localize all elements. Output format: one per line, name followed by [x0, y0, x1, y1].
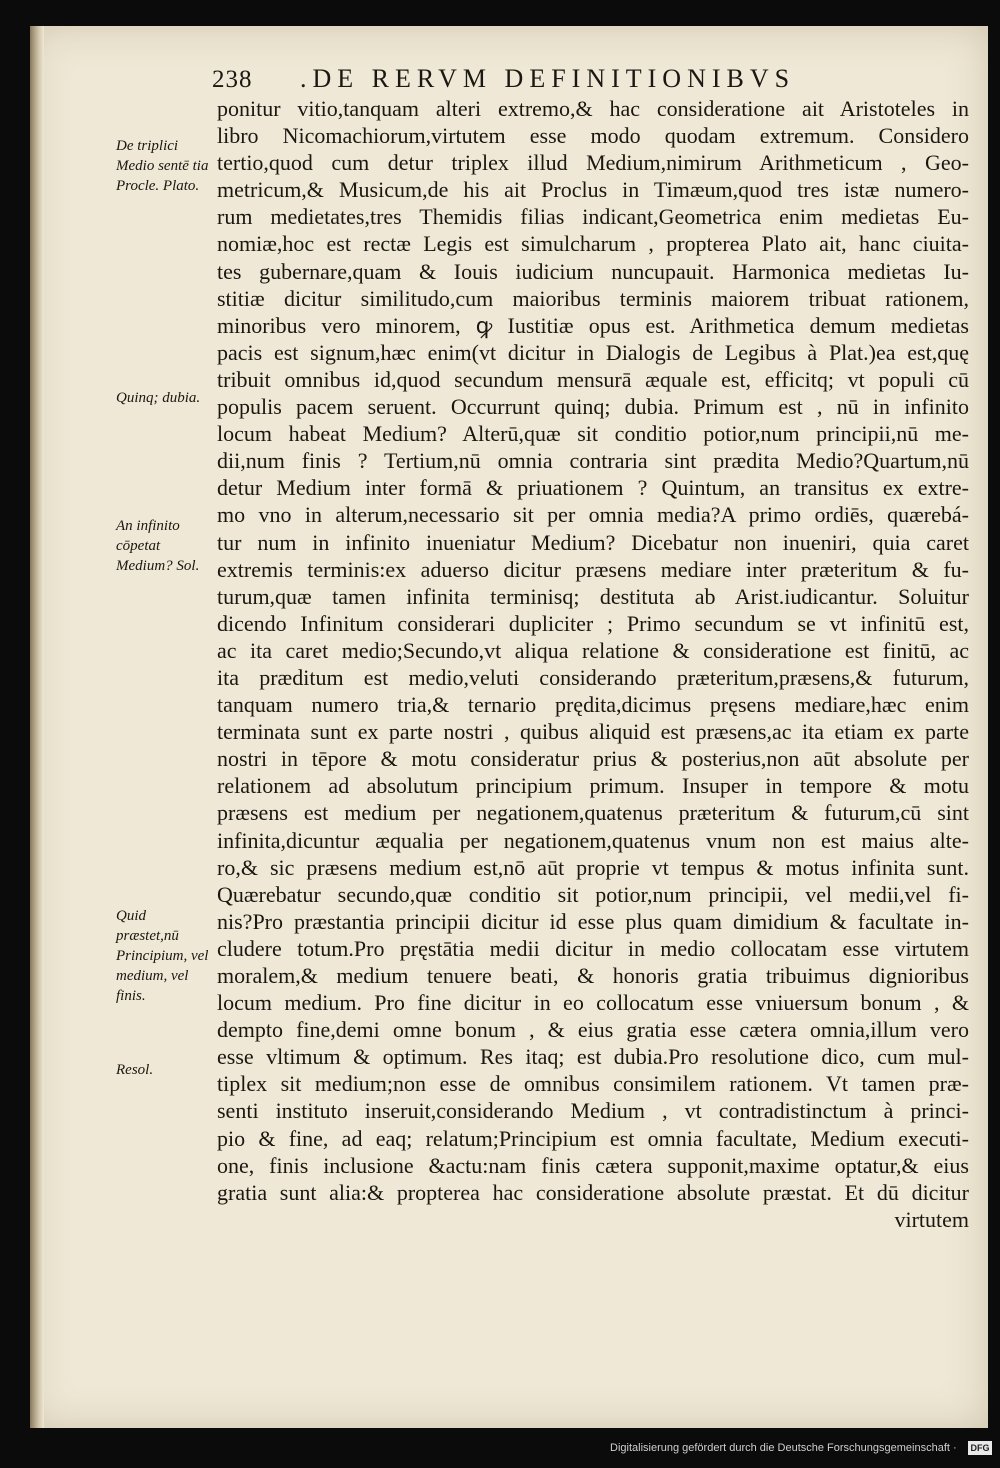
margin-note-resol: Resol.	[116, 1062, 154, 1078]
text-line: cludere totum.Pro pręstātia medii dicitur in medio collocatam esse virtutem	[217, 935, 969, 961]
dfg-logo: DFG	[968, 1441, 992, 1455]
text-line: relationem ad absolutum principium primum. Insuper in tempore & motu	[217, 773, 969, 799]
text-line: nostri in tēpore & motu consideratur prius & posterius,non aūt absolute per	[217, 746, 969, 772]
text-line: Quærebatur secundo,quæ conditio sit potior,num principii, vel medii,vel fi-	[217, 881, 969, 907]
text-line: gratia sunt alia:& propterea hac consideratione absolute præstat. Et dū dicitur	[217, 1179, 969, 1205]
page-binding-shadow	[30, 26, 44, 1428]
margin-note-quinque: Quinq; dubia.	[116, 390, 201, 406]
text-line: turum,quæ tamen infinita terminisq; destituta ab Arist.iudicantur. Soluitur	[217, 583, 969, 609]
text-line: nomiæ,hoc est rectæ Legis est simulcharum , propterea Plato ait, hanc ciuita-	[217, 231, 969, 257]
text-line: detur Medium inter formā & priuationem ? Quintum, an transitus ex extre-	[217, 475, 969, 501]
page-number: 238	[212, 66, 253, 93]
text-line: virtutem	[894, 1206, 969, 1232]
text-line: locum medium. Pro fine dicitur in eo collocatum esse vniuersum bonum , &	[217, 990, 969, 1016]
margin-note-quid-praestet: Quid præstet,nū Principium, vel medium, vel finis.	[116, 908, 209, 1004]
text-line: præsens est medium per negationem,quatenus præteritum & futurum,cū sint	[217, 800, 969, 826]
text-line: infinita,dicuntur æqualia per negationem,quatenus vnum non est maius alte-	[217, 827, 969, 853]
text-line: libro Nicomachiorum,virtutem esse modo quodam extremum. Considero	[217, 123, 969, 149]
text-line: tribuit omnibus id,quod secundum mensurā æquale est, efficitq; vt populi cū	[217, 366, 969, 392]
text-line: tertio,quod cum detur triplex illud Medium,nimirum Arithmeticum , Geo-	[217, 150, 969, 176]
running-head: .DE RERVM DEFINITIONIBVS	[300, 64, 796, 93]
text-line: ita præditum est medio,veluti considerando præteritum,præsens,& futurum,	[217, 664, 969, 690]
main-text-block	[217, 95, 969, 1233]
text-line: mo vno in alterum,necessario sit per omnia media?A primo ordiēs, quærebá-	[217, 502, 969, 528]
text-line: ponitur vitio,tanquam alteri extremo,& hac consideratione ait Aristoteles in	[217, 96, 969, 121]
text-line: terminata sunt ex parte nostri , quibus aliquid est præsens,ac ita etiam ex parte	[217, 719, 969, 745]
digitization-credit: Digitalisierung gefördert durch die Deutsche Forschungsgemeinschaft ·	[610, 1442, 957, 1454]
text-line: moralem,& medium tenuere beati, & honoris gratia tribuimus dignioribus	[217, 963, 969, 988]
text-line: pacis est signum,hæc enim(vt dicitur in Dialogis de Legibus à Plat.)ea est,quę	[217, 339, 969, 365]
margin-note-infinito: An infinito cōpetat Medium? Sol.	[116, 518, 200, 574]
text-line: tiplex sit medium;non esse de omnibus consimilem rationem. Vt tamen præ-	[217, 1071, 969, 1097]
text-line: nis?Pro præstantia principii dicitur id esse plus quam dimidium & facultate in-	[217, 908, 969, 934]
text-line: dii,num finis ? Tertium,nū omnia contraria sint prædita Medio?Quartum,nū	[217, 448, 969, 474]
text-line: dempto fine,demi omne bonum , & eius gratia esse cætera omnia,illum vero	[217, 1017, 969, 1043]
text-line: stitiæ dicitur similitudo,cum maioribus terminis maiorem tribuat rationem,	[217, 285, 969, 311]
text-line: tanquam numero tria,& ternario prędita,dicimus pręsens mediare,hæc enim	[217, 692, 969, 718]
text-line: locum habeat Medium? Alterū,quæ sit conditio potior,num principii,nū me-	[217, 421, 969, 447]
book-page	[30, 26, 988, 1428]
text-line: ac ita caret medio;Secundo,vt aliqua relatione & consideratione est finitū, ac	[217, 637, 969, 663]
text-line: minoribus vero minorem, ꝙ Iustitiæ opus est. Arithmetica demum medietas	[217, 312, 969, 338]
text-line: pio & fine, ad eaq; relatum;Principium est omnia facultate, Medium executi-	[217, 1125, 969, 1151]
text-line: one, finis inclusione &actu:nam finis cætera supponit,maxime optatur,& eius	[217, 1152, 969, 1178]
text-line: rum medietates,tres Themidis filias indicant,Geometrica enim medietas Eu-	[217, 204, 969, 230]
text-line: tur num in infinito inueniatur Medium? Dicebatur non inueniri, quia caret	[217, 529, 969, 555]
text-line: metricum,& Musicum,de his ait Proclus in Timæum,quod tres istæ numero-	[217, 177, 969, 203]
text-line: esse vltimum & optimum. Res itaq; est dubia.Pro resolutione dico, cum mul-	[217, 1044, 969, 1070]
margin-note-triplici: De triplici Medio sentē tia Procle. Plato.	[116, 138, 209, 194]
text-line: senti instituto inseruit,considerando Medium , vt contradistinctum à princi-	[217, 1098, 969, 1124]
text-line: ro,& sic præsens medium est,nō aūt proprie vt tempus & motus infinita sunt.	[217, 854, 969, 880]
text-line: extremis terminis:ex aduerso dicitur præsens mediare inter præteritum & fu-	[217, 556, 969, 582]
text-line: tes gubernare,quam & Iouis iudicium nuncupauit. Harmonica medietas Iu-	[217, 258, 969, 284]
text-line: populis pacem seruent. Occurrunt quinq; dubia. Primum est , nū in infinito	[217, 394, 969, 420]
text-line: dicendo Infinitum considerari dupliciter ; Primo secundum se vt infinitū est,	[217, 610, 969, 636]
